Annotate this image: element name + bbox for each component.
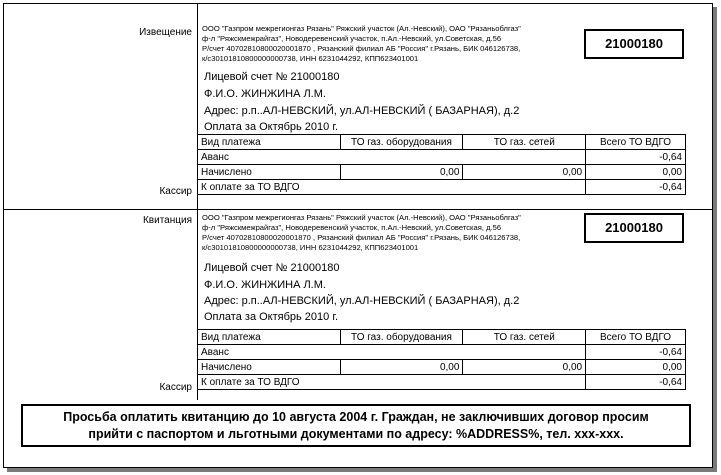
notice-line: прийти с паспортом и льготными документами по адресу: %ADDRESS%, тел. xxx-xxx. (88, 427, 624, 441)
personal-account: Лицевой счет № 21000180 (204, 71, 340, 83)
row-label: Аванс (198, 345, 586, 360)
row-total: 0,00 (586, 165, 686, 180)
company-line: ООО "Газпром межрегионгаз Рязань" Ряжский участок (Ал.-Невский), ОАО "Рязаньоблгаз" (202, 24, 521, 33)
row-equipment: 0,00 (340, 165, 463, 180)
company-line: Р/счет 40702810800020001870 , Рязанский филиал АБ "Россия" г.Рязань, БИК 046126738, (202, 233, 521, 242)
header-cell: ТО газ. оборудования (340, 135, 463, 150)
row-label: К оплате за ТО ВДГО (198, 180, 586, 195)
payment-notice (21, 404, 691, 447)
company-line: к/с30101810800000000738, ИНН 6231044292, КПП623401001 (202, 243, 419, 252)
row-equipment: 0,00 (340, 360, 463, 375)
address: Адрес: р.п..АЛ-НЕВСКИЙ, ул.АЛ-НЕВСКИЙ ( БАЗАРНАЯ), д.2 (204, 105, 520, 117)
full-name: Ф.И.О. ЖИНЖИНА Л.М. (204, 279, 326, 291)
row-total: -0,64 (586, 345, 686, 360)
company-details (202, 24, 582, 64)
section-title: Извещение (139, 27, 192, 38)
row-networks: 0,00 (463, 360, 586, 375)
row-total: -0,64 (586, 180, 686, 195)
row-label: Начислено (198, 165, 341, 180)
header-cell: ТО газ. сетей (463, 330, 586, 345)
table-row (198, 375, 686, 390)
company-line: ф-л "Ряжскмежрайгаз", Новодеревенский участок, п.Ал.-Невский, ул.Советская, д.56 (202, 34, 502, 43)
header-cell: Всего ТО ВДГО (586, 330, 686, 345)
table-row (198, 150, 686, 165)
notice-line: Просьба оплатить квитанцию до 10 августа 2004 г. Граждан, не заключивших договор просим (63, 410, 649, 424)
payment-period: Оплата за Октябрь 2010 г. (204, 121, 339, 133)
account-number-box: 21000180 (584, 213, 684, 243)
personal-account: Лицевой счет № 21000180 (204, 262, 340, 274)
table-row (198, 345, 686, 360)
table-row (198, 165, 686, 180)
payment-period: Оплата за Октябрь 2010 г. (204, 311, 339, 323)
header-cell: Вид платежа (198, 135, 341, 150)
row-total: -0,64 (586, 150, 686, 165)
cashier-label: Кассир (159, 382, 192, 393)
section-title: Квитанция (142, 215, 192, 226)
table-header-row (198, 135, 686, 150)
company-line: к/с30101810800000000738, ИНН 6231044292, КПП623401001 (202, 54, 419, 63)
table-row (198, 180, 686, 195)
row-total: -0,64 (586, 375, 686, 390)
company-details (202, 213, 582, 253)
header-cell: Всего ТО ВДГО (586, 135, 686, 150)
account-number-box: 21000180 (584, 29, 684, 59)
table-header-row (198, 330, 686, 345)
company-line: ф-л "Ряжскмежрайгаз", Новодеревенский участок, п.Ал.-Невский, ул.Советская, д.56 (202, 223, 502, 232)
receipt-form (3, 3, 713, 468)
notice-section (4, 4, 712, 210)
address: Адрес: р.п..АЛ-НЕВСКИЙ, ул.АЛ-НЕВСКИЙ ( БАЗАРНАЯ), д.2 (204, 295, 520, 307)
payment-table (197, 329, 686, 390)
header-cell: ТО газ. сетей (463, 135, 586, 150)
row-total: 0,00 (586, 360, 686, 375)
row-label: Аванс (198, 150, 586, 165)
row-label: Начислено (198, 360, 341, 375)
cashier-label: Кассир (159, 186, 192, 197)
company-line: ООО "Газпром межрегионгаз Рязань" Ряжский участок (Ал.-Невский), ОАО "Рязаньоблгаз" (202, 213, 521, 222)
receipt-section (4, 210, 712, 400)
payment-table (197, 134, 686, 195)
table-row (198, 360, 686, 375)
header-cell: ТО газ. оборудования (340, 330, 463, 345)
row-networks: 0,00 (463, 165, 586, 180)
row-label: К оплате за ТО ВДГО (198, 375, 586, 390)
company-line: Р/счет 40702810800020001870 , Рязанский филиал АБ "Россия" г.Рязань, БИК 046126738, (202, 44, 521, 53)
full-name: Ф.И.О. ЖИНЖИНА Л.М. (204, 88, 326, 100)
header-cell: Вид платежа (198, 330, 341, 345)
